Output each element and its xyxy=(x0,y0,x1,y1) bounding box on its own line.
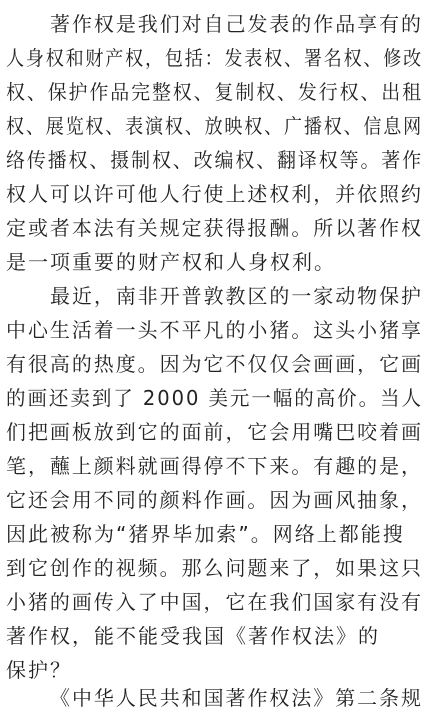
line-text: 小猪的画传入了中国，它在我们国家有没有 xyxy=(6,590,423,614)
line-text: 的画还卖到了 2000 美元一幅的高价。当人 xyxy=(6,386,423,410)
paragraph-1-line-7 xyxy=(0,210,429,246)
line-text: 中心生活着一头不平凡的小猪。这头小猪享 xyxy=(6,318,423,342)
paragraph-1-line-4 xyxy=(0,108,429,144)
paragraph-1-line-3 xyxy=(0,74,429,110)
line-text: 《中华人民共和国著作权法》第二条规 xyxy=(50,686,423,710)
paragraph-2-line-9 xyxy=(0,550,429,586)
line-text: 人身权和财产权，包括：发表权、署名权、修改 xyxy=(6,46,423,70)
paragraph-1-line-5 xyxy=(0,142,429,178)
paragraph-2-line-2 xyxy=(0,312,429,348)
line-text: 定或者本法有关规定获得报酬。所以著作权 xyxy=(6,216,423,240)
paragraph-2-line-1 xyxy=(0,278,429,314)
line-text: 笔，蘸上颜料就画得停不下来。有趣的是， xyxy=(6,454,423,478)
line-text: 它还会用不同的颜料作画。因为画风抽象， xyxy=(6,488,423,512)
paragraph-2-line-4 xyxy=(0,380,429,416)
line-text: 们把画板放到它的面前，它会用嘴巴咬着画 xyxy=(6,420,423,444)
paragraph-2-line-8 xyxy=(0,516,429,552)
paragraph-1-line-2 xyxy=(0,40,429,76)
paragraph-2-line-6 xyxy=(0,448,429,484)
line-text: 因此被称为“猪界毕加索”。网络上都能搜 xyxy=(6,522,405,546)
line-text: 络传播权、摄制权、改编权、翻译权等。著作 xyxy=(6,148,423,172)
paragraph-2-line-5 xyxy=(0,414,429,450)
line-text: 权、展览权、表演权、放映权、广播权、信息网 xyxy=(6,114,423,138)
line-text: 保护？ xyxy=(6,658,72,682)
line-text: 最近，南非开普敦教区的一家动物保护 xyxy=(50,284,423,308)
line-text: 有很高的热度。因为它不仅仅会画画，它画 xyxy=(6,352,423,376)
paragraph-2-line-7 xyxy=(0,482,429,518)
paragraph-1-line-8 xyxy=(0,244,429,280)
line-text: 是一项重要的财产权和人身权利。 xyxy=(6,250,336,274)
line-text: 到它创作的视频。那么问题来了，如果这只 xyxy=(6,556,423,580)
paragraph-2-line-3 xyxy=(0,346,429,382)
paragraph-2-line-11 xyxy=(0,618,429,654)
line-text: 权、保护作品完整权、复制权、发行权、出租 xyxy=(6,80,423,104)
paragraph-1-line-6 xyxy=(0,176,429,212)
line-text: 著作权是我们对自己发表的作品享有的 xyxy=(50,12,423,36)
paragraph-3-line-1 xyxy=(0,680,429,716)
paragraph-2-line-10 xyxy=(0,584,429,620)
line-text: 权人可以许可他人行使上述权利，并依照约 xyxy=(6,182,423,206)
line-text: 著作权，能不能受我国《著作权法》的 xyxy=(6,624,380,648)
paragraph-1-line-1 xyxy=(0,6,429,42)
